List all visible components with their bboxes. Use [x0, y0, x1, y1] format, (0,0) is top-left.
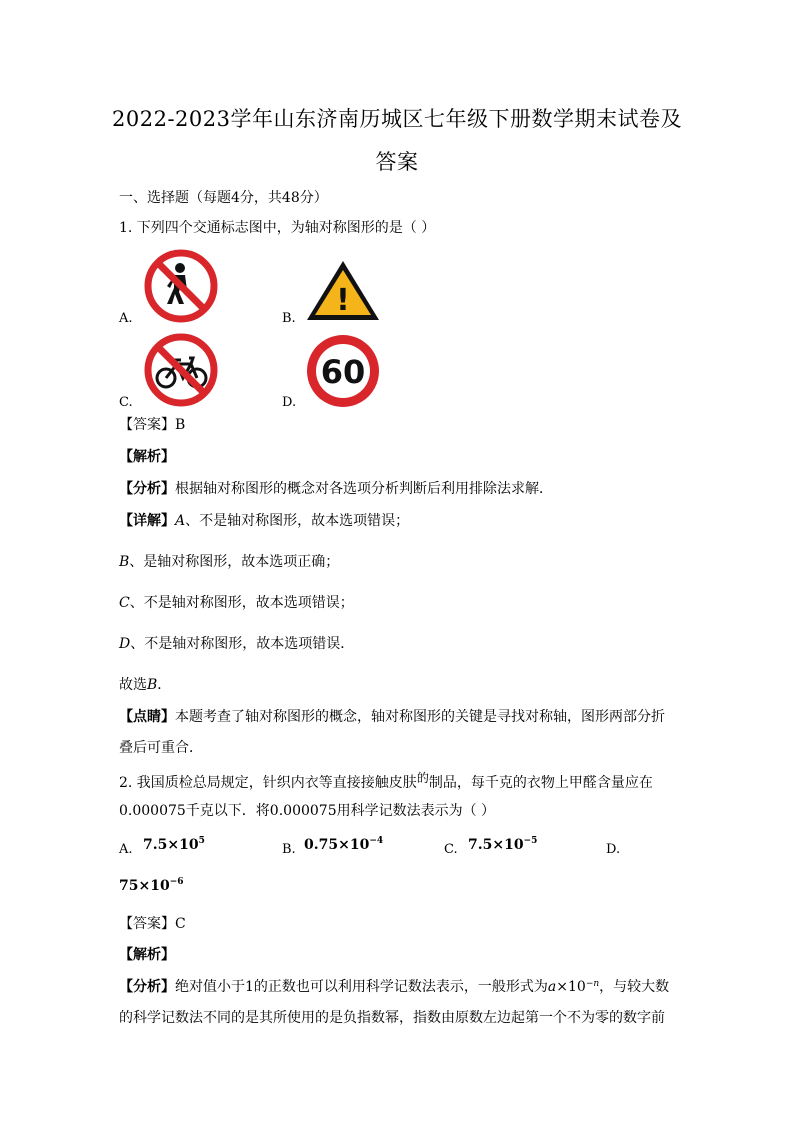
dianjing-tag: 【点睛】 [119, 709, 175, 725]
choose-pre: 故选 [119, 677, 147, 693]
q1-dianjing-line2: 叠后可重合． [119, 740, 203, 756]
q1-choose [119, 674, 171, 694]
detail-b-text: 、是轴对称图形，故本选项正确； [129, 554, 340, 570]
section-heading: 一、选择题（每题4分，共48分） [119, 190, 328, 206]
detail-tag: 【详解】 [119, 513, 175, 529]
no-bicycle-sign-icon [141, 330, 221, 410]
q1-stem: 1. 下列四个交通标志图中，为轴对称图形的是（ ） [119, 220, 436, 236]
q2-fenxi-a: a [547, 979, 557, 995]
warning-exclamation: ! [336, 283, 350, 318]
speed-limit-number: 60 [320, 353, 366, 391]
q2-fenxi-times: ×10 [556, 979, 586, 995]
no-pedestrian-sign-icon [141, 246, 221, 326]
q1-option-a-label: A. [119, 311, 133, 326]
dianjing-text1: 本题考查了轴对称图形的概念，轴对称图形的关键是寻找对称轴，图形两部分折 [175, 709, 665, 725]
q2-fenxi-exp: −n [585, 979, 600, 989]
q2-option-a-value [143, 836, 205, 853]
detail-a-letter: A [175, 513, 186, 529]
detail-c-letter: C [119, 595, 130, 611]
detail-c-text: 、不是轴对称图形，故本选项错误； [129, 595, 354, 611]
q2-b-base: 0.75×10 [304, 837, 370, 853]
q2-option-d-label: D. [606, 842, 621, 857]
q2-option-b-label: B. [282, 842, 296, 857]
q2-stem-pre: 2. 我国质检总局规定，针织内衣等直接接触皮肤 [119, 775, 417, 791]
speed-limit-60-sign-icon [303, 331, 383, 411]
q1-detail-d [119, 633, 354, 653]
q1-detail-c [119, 592, 354, 612]
fenxi-tag: 【分析】 [119, 481, 175, 497]
q2-option-a-label: A. [119, 842, 133, 857]
q1-dianjing-line1 [119, 706, 665, 726]
q2-stem-line1 [119, 769, 653, 792]
q2-c-base: 7.5×10 [468, 837, 524, 853]
detail-d-text: 、不是轴对称图形，故本选项错误． [130, 636, 355, 652]
q1-option-d-label: D. [282, 395, 297, 410]
q2-d-base: 75×10 [119, 878, 170, 894]
q2-stem-de: 的 [416, 771, 429, 785]
q2-fenxi-line2: 的科学记数法不同的是其所使用的是负指数幂，指数由原数左边起第一个不为零的数字前 [119, 1010, 665, 1026]
doc-title-line1: 2022-2023学年山东济南历城区七年级下册数学期末试卷及 [112, 107, 682, 131]
q2-analysis-heading: 【解析】 [119, 947, 175, 963]
q1-option-c-label: C. [119, 395, 133, 410]
q2-fenxi-post: ，与较大数 [599, 979, 670, 995]
q2-option-c-value [468, 836, 537, 853]
q2-d-exp: −6 [169, 877, 184, 887]
q1-analysis-heading: 【解析】 [119, 449, 175, 465]
detail-a-text: 、不是轴对称图形，故本选项错误； [185, 513, 410, 529]
q2-fenxi-tag: 【分析】 [119, 979, 175, 995]
q2-option-b-value [304, 836, 383, 853]
doc-title-line2: 答案 [375, 150, 419, 174]
q2-fenxi-line1 [119, 976, 669, 996]
detail-d-letter: D [119, 636, 131, 652]
q2-option-d-value [119, 877, 184, 894]
q2-c-exp: −5 [523, 836, 538, 846]
q1-answer: 【答案】B [119, 417, 186, 433]
q1-detail-b [119, 551, 339, 571]
choose-post: ． [157, 677, 172, 693]
q1-option-b-label: B. [282, 311, 296, 326]
q2-answer: 【答案】C [119, 916, 186, 932]
choose-letter: B [147, 677, 158, 693]
q2-stem-post: 制品，每千克的衣物上甲醛含量应在 [428, 775, 653, 791]
q2-fenxi-pre: 绝对值小于1的正数也可以利用科学记数法表示，一般形式为 [175, 979, 548, 995]
q2-stem-line2: 0.000075千克以下．将0.000075用科学记数法表示为（ ） [119, 803, 496, 819]
fenxi-text: 根据轴对称图形的概念对各选项分析判断后利用排除法求解． [175, 481, 553, 497]
q2-option-c-label: C. [444, 842, 458, 857]
q2-b-exp: −4 [369, 836, 384, 846]
q1-detail-a [119, 510, 409, 530]
detail-b-letter: B [119, 554, 130, 570]
q1-fenxi [119, 478, 553, 498]
warning-sign-icon [304, 258, 382, 324]
q2-a-base: 7.5×10 [143, 837, 199, 853]
q2-a-exp: 5 [198, 836, 205, 846]
